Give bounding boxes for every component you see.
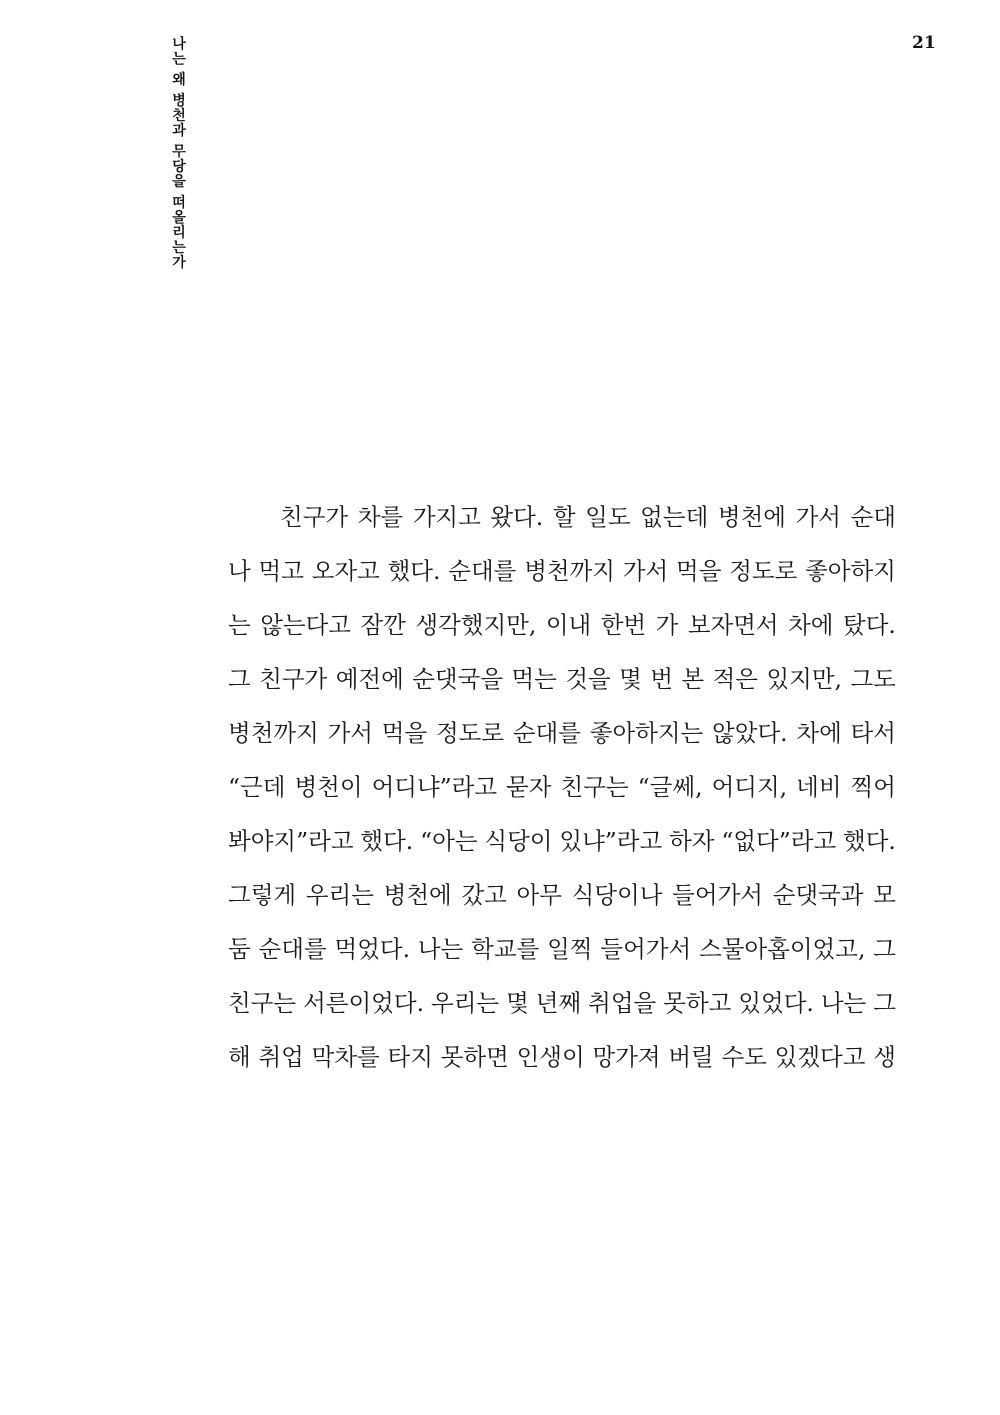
text-line: 병천까지 가서 먹을 정도로 순대를 좋아하지는 않았다. 차에 타서 — [228, 719, 896, 747]
running-title: 나는 왜 병천과 무당을 떠올리는가 — [170, 36, 186, 270]
text-line: 그 친구가 예전에 순댓국을 먹는 것을 몇 번 본 적은 있지만, 그도 — [228, 665, 896, 693]
text-line: 는 않는다고 잠깐 생각했지만, 이내 한번 가 보자면서 차에 탔다. — [228, 611, 896, 639]
text-line: 봐야지”라고 했다. “아는 식당이 있냐”라고 하자 “없다”라고 했다. — [228, 827, 896, 855]
page-number: 21 — [912, 33, 936, 53]
text-line: 친구가 차를 가지고 왔다. 할 일도 없는데 병천에 가서 순대 — [280, 503, 896, 531]
text-line: “근데 병천이 어디냐”라고 묻자 친구는 “글쎄, 어디지, 네비 찍어 — [228, 773, 896, 801]
text-line: 그렇게 우리는 병천에 갔고 아무 식당이나 들어가서 순댓국과 모 — [228, 881, 896, 909]
text-line: 친구는 서른이었다. 우리는 몇 년째 취업을 못하고 있었다. 나는 그 — [228, 989, 896, 1017]
text-line: 나 먹고 오자고 했다. 순대를 병천까지 가서 먹을 정도로 좋아하지 — [228, 557, 896, 585]
text-line: 해 취업 막차를 타지 못하면 인생이 망가져 버릴 수도 있겠다고 생 — [228, 1043, 896, 1071]
body-paragraph — [228, 490, 896, 1084]
text-line: 둠 순대를 먹었다. 나는 학교를 일찍 들어가서 스물아홉이었고, 그 — [228, 935, 896, 963]
